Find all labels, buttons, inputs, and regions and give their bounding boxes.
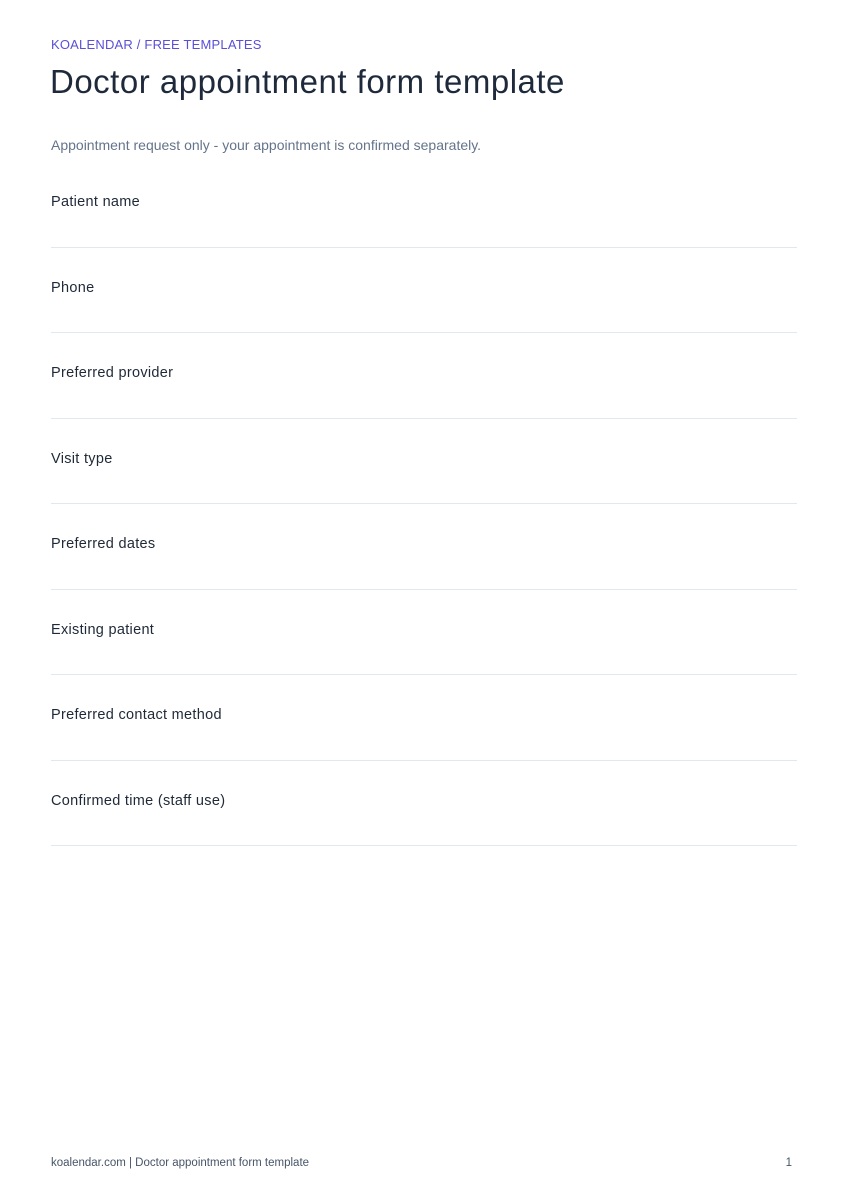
- footer-text: koalendar.com | Doctor appointment form template: [51, 1157, 310, 1169]
- field-label: Patient name: [51, 194, 141, 210]
- preferred-provider-field[interactable]: [51, 333, 797, 419]
- confirmed-time-field[interactable]: [51, 761, 797, 847]
- patient-name-field[interactable]: [51, 162, 797, 248]
- field-label: Existing patient: [51, 621, 155, 638]
- phone-field[interactable]: [51, 248, 797, 334]
- field-label: Visit type: [51, 450, 113, 467]
- page-number: 1: [785, 1157, 792, 1169]
- preferred-contact-method-field[interactable]: [51, 675, 797, 761]
- existing-patient-field[interactable]: [51, 590, 797, 676]
- form-fields: [51, 162, 797, 846]
- field-label: Preferred dates: [51, 536, 156, 552]
- field-label: Preferred contact method: [51, 707, 222, 723]
- page-subtitle: Appointment request only - your appointment is confirmed separately.: [51, 137, 482, 153]
- breadcrumb[interactable]: KOALENDAR / FREE TEMPLATES: [51, 37, 262, 52]
- field-label: Preferred provider: [51, 365, 174, 381]
- preferred-dates-field[interactable]: [51, 504, 797, 590]
- field-label: Confirmed time (staff use): [51, 792, 226, 809]
- field-label: Phone: [51, 279, 95, 296]
- page-title: Doctor appointment form template: [50, 63, 565, 100]
- visit-type-field[interactable]: [51, 419, 797, 505]
